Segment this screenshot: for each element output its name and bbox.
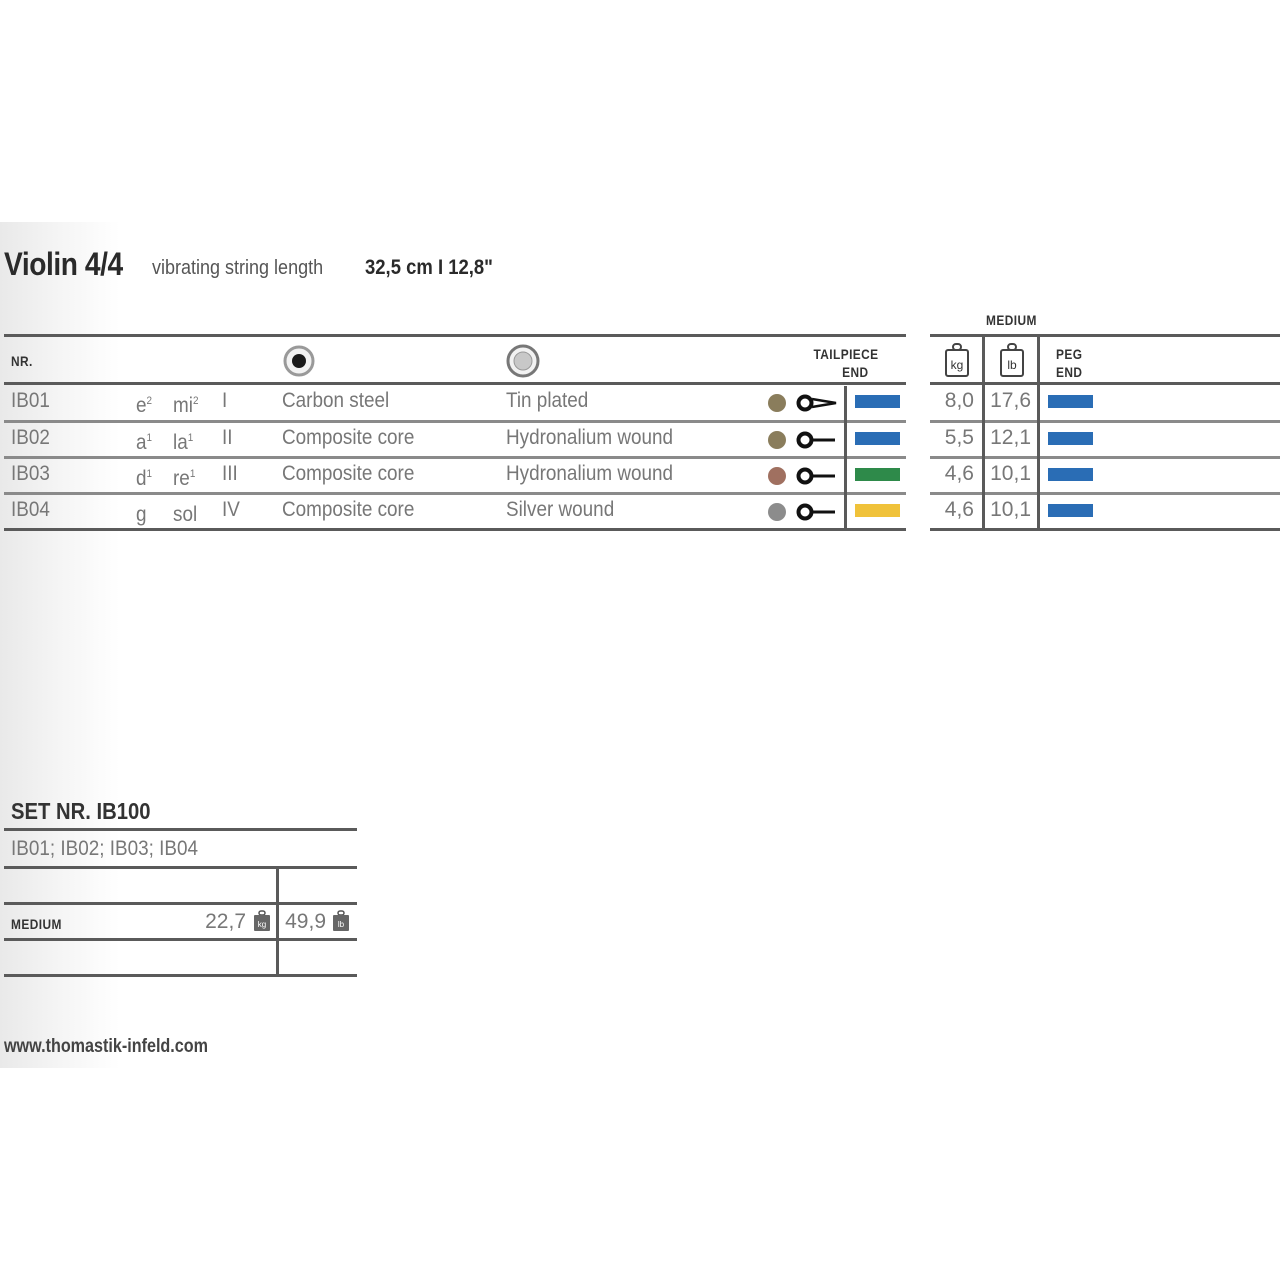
string-roman-numeral: I [222,389,228,412]
ball-end-icon [796,501,838,523]
tension-table-bottom-rule [930,528,1280,531]
set-heading: SET NR. IB100 [11,798,151,824]
winding-material-icon [506,344,540,378]
tension-kg-value: 5,5 [944,426,974,449]
winding-material: Silver wound [506,498,615,521]
string-roman-numeral: IV [222,498,240,521]
winding-material: Hydronalium wound [506,462,674,485]
tailpiece-end-color-swatch [855,432,900,445]
tailpiece-end-color-swatch [855,504,900,517]
svg-text:lb: lb [337,920,345,929]
solfege-octave: 1 [187,432,194,444]
tension-lb-value: 17,6 [990,389,1031,412]
string-number: IB02 [11,426,50,449]
lb-weight-icon [331,910,351,932]
tension-lb-value: 10,1 [990,498,1031,521]
solfege-syllable: re [173,467,190,490]
tension-lb-value: 12,1 [990,426,1031,449]
core-material: Composite core [282,426,415,449]
string-number: IB03 [11,462,50,485]
color-code-dot [768,503,786,521]
solfege-octave: 1 [189,468,196,480]
set-rule [4,902,357,905]
kg-lb-divider [982,337,985,528]
string-roman-numeral: III [222,462,238,485]
note-name [136,462,152,491]
note-name [136,498,147,527]
string-number: IB04 [11,498,50,521]
set-kg-value: 22,7 [205,910,246,933]
page-title: Violin 4/4 [4,246,123,282]
set-bottom-rule [4,974,357,977]
set-rule [4,938,357,941]
set-rule [4,866,357,869]
kg-weight-icon [944,343,966,372]
note-name [136,426,152,455]
column-header-peg-end: PEG END [1056,346,1083,380]
solfege-name [173,498,197,527]
tension-kg-value: 4,6 [944,462,974,485]
column-header-nr: NR. [11,353,33,369]
table-top-rule [4,334,906,337]
ball-end-icon [796,429,838,451]
note-letter: g [136,503,147,526]
solfege-syllable: sol [173,503,198,526]
set-top-rule [4,828,357,831]
lb-weight-icon [999,343,1021,372]
note-octave: 2 [146,395,153,407]
set-column-divider [276,869,279,974]
tension-kg-value: 8,0 [944,389,974,412]
solfege-name [173,426,193,455]
tailpiece-end-color-swatch [855,468,900,481]
peg-end-color-swatch [1048,468,1093,481]
row-divider [4,492,906,495]
peg-end-color-swatch [1048,504,1093,517]
string-length: 32,5 cm I 12,8" [365,256,493,279]
svg-text:lb: lb [1007,358,1017,372]
header-bottom-rule [4,382,906,385]
set-contents: IB01; IB02; IB03; IB04 [11,837,199,860]
note-octave: 1 [146,432,153,444]
solfege-octave: 2 [192,395,199,407]
tension-medium-label: MEDIUM [986,312,1037,328]
spec-sheet-background [0,222,1280,1068]
core-material: Composite core [282,462,415,485]
peg-end-color-swatch [1048,395,1093,408]
set-tension-label: MEDIUM [11,916,62,932]
table-bottom-rule [4,528,906,531]
ball-end-icon [796,465,838,487]
color-code-dot [768,431,786,449]
tailpiece-end-color-swatch [855,395,900,408]
note-letter: d [136,467,147,490]
tension-lb-value: 10,1 [990,462,1031,485]
string-number: IB01 [11,389,50,412]
color-code-dot [768,467,786,485]
winding-material: Hydronalium wound [506,426,674,449]
core-material-icon [283,345,315,377]
peg-end-color-swatch [1048,432,1093,445]
winding-material: Tin plated [506,389,589,412]
kg-weight-icon [252,910,272,932]
solfege-name [173,389,198,418]
core-material: Composite core [282,498,415,521]
website-link[interactable]: www.thomastik-infeld.com [4,1036,208,1057]
row-divider [4,420,906,423]
ball-loop-end-icon [796,392,838,414]
solfege-name [173,462,195,491]
core-material: Carbon steel [282,389,390,412]
page-subtitle: vibrating string length [152,257,324,279]
set-lb-value: 49,9 [285,910,326,933]
svg-text:kg: kg [950,358,964,372]
row-divider [4,456,906,459]
solfege-syllable: la [173,431,188,454]
note-letter: e [136,394,147,417]
lb-peg-divider [1037,337,1040,528]
note-letter: a [136,431,147,454]
note-octave: 1 [146,468,153,480]
note-name [136,389,152,418]
color-code-dot [768,394,786,412]
tension-kg-value: 4,6 [944,498,974,521]
column-header-tailpiece-end: TAILPIECE END [813,346,879,380]
string-roman-numeral: II [222,426,233,449]
tailpiece-divider [844,386,847,528]
solfege-syllable: mi [173,394,193,417]
svg-text:kg: kg [257,920,267,929]
